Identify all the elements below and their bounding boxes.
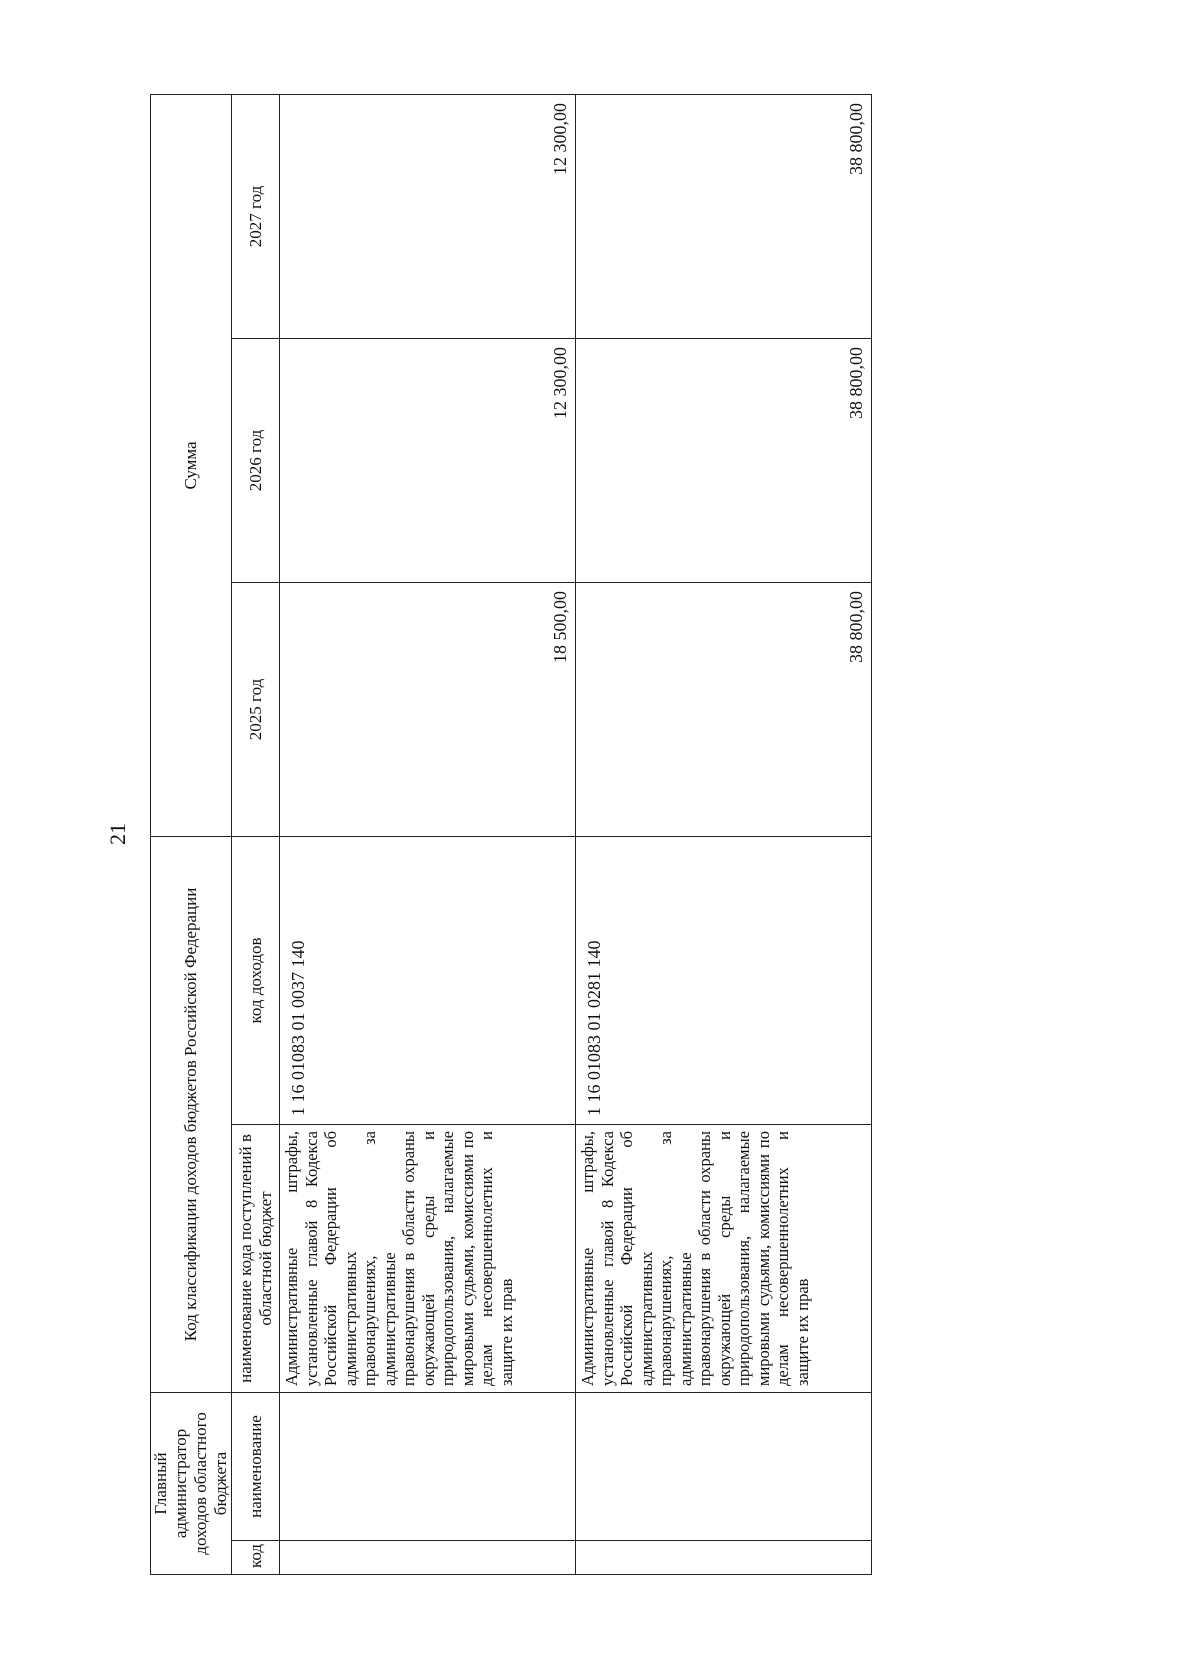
page-number: 21 bbox=[105, 823, 130, 845]
header-row-top bbox=[151, 94, 232, 1574]
cell-income-code: 1 16 01083 01 0037 140 bbox=[280, 836, 576, 1124]
header-year-2027: 2027 год bbox=[232, 94, 280, 338]
cell-admin-code bbox=[280, 1541, 576, 1575]
header-admin-name: наименование bbox=[232, 1393, 280, 1541]
header-admin-code: код bbox=[232, 1541, 280, 1575]
header-sum-group: Сумма bbox=[151, 94, 232, 836]
header-classification-group: Код классификации доходов бюджетов Российской Федерации bbox=[151, 836, 232, 1392]
cell-income-code: 1 16 01083 01 0281 140 bbox=[576, 836, 872, 1124]
income-table bbox=[150, 94, 872, 1575]
header-income-name: наименование кода поступлений в областной бюджет bbox=[232, 1125, 280, 1393]
cell-amount-2026: 12 300,00 bbox=[280, 338, 576, 582]
cell-income-description: Административные штрафы, установленные главой 8 Кодекса Российской Федерации об административных правонарушениях, за административные правонарушения в области охраны окружающей среды и природопользования, налагаемые мировыми судьями, комиссиями по делам несовершеннолетних и защите их прав bbox=[576, 1125, 872, 1393]
header-income-code: код доходов bbox=[232, 836, 280, 1124]
header-year-2026: 2026 год bbox=[232, 338, 280, 582]
cell-admin-code bbox=[576, 1541, 872, 1575]
cell-amount-2027: 12 300,00 bbox=[280, 94, 576, 338]
cell-amount-2025: 38 800,00 bbox=[576, 582, 872, 836]
header-row-sub bbox=[232, 94, 280, 1574]
cell-amount-2027: 38 800,00 bbox=[576, 94, 872, 338]
cell-amount-2025: 18 500,00 bbox=[280, 582, 576, 836]
table-row bbox=[576, 94, 872, 1574]
cell-income-description: Административные штрафы, установленные главой 8 Кодекса Российской Федерации об административных правонарушениях, за административные правонарушения в области охраны окружающей среды и природопользования, налагаемые мировыми судьями, комиссиями по делам несовершеннолетних и защите их прав bbox=[280, 1125, 576, 1393]
table-row bbox=[280, 94, 576, 1574]
header-admin-group: Главный администратор доходов областного бюджета bbox=[151, 1393, 232, 1575]
rotated-table-container bbox=[150, 95, 866, 1575]
cell-admin-name bbox=[280, 1393, 576, 1541]
cell-amount-2026: 38 800,00 bbox=[576, 338, 872, 582]
header-year-2025: 2025 год bbox=[232, 582, 280, 836]
cell-admin-name bbox=[576, 1393, 872, 1541]
